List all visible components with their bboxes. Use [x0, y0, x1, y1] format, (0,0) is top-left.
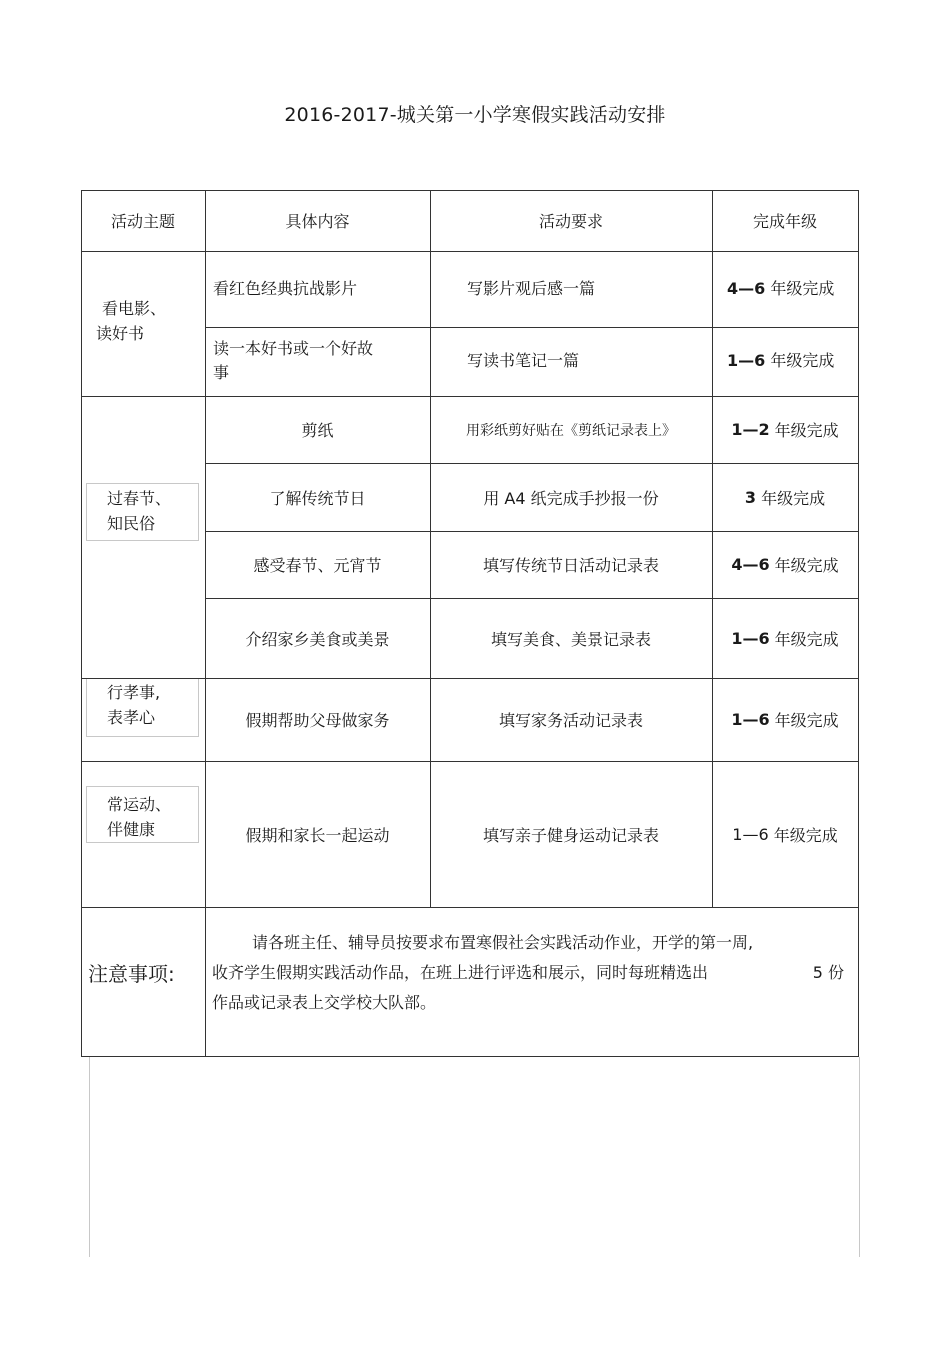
theme-exercise-health: 常运动、 伴健康 — [107, 795, 172, 839]
row-grade: 1—6 年级完成 — [732, 824, 838, 845]
row-content: 了解传统节日 — [269, 488, 366, 508]
header-content: 具体内容 — [285, 212, 350, 231]
row-content: 假期和家长一起运动 — [245, 825, 390, 845]
row-requirement: 填写家务活动记录表 — [498, 711, 643, 730]
row-grade: 1—6 年级完成 — [731, 628, 839, 649]
row-grade: 4—6 年级完成 — [731, 555, 839, 575]
row-requirement: 用 A4 纸完成手抄报一份 — [483, 488, 659, 508]
row-grade: 1—2 年级完成 — [731, 420, 839, 440]
row-content: 假期帮助父母做家务 — [245, 711, 390, 730]
row-requirement: 填写亲子健身运动记录表 — [482, 825, 659, 845]
theme-filial-piety: 行孝事, 表孝心 — [107, 683, 161, 727]
theme-spring-festival: 过春节、 知民俗 — [107, 489, 172, 533]
row-grade: 1—6 年级完成 — [727, 351, 835, 370]
row-content: 看红色经典抗战影片 — [213, 279, 358, 298]
page-title: 2016-2017-城关第一小学寒假实践活动安排 — [284, 104, 666, 126]
notes-label: 注意事项: — [88, 962, 175, 986]
row-requirement: 填写美食、美景记录表 — [490, 629, 651, 649]
row-requirement: 用彩纸剪好贴在《剪纸记录表上》 — [466, 422, 676, 439]
row-requirement: 写读书笔记一篇 — [467, 351, 580, 370]
row-grade: 3 年级完成 — [744, 487, 826, 508]
theme-movies-books: 看电影、 读好书 — [96, 299, 167, 343]
header-grade: 完成年级 — [752, 212, 817, 231]
row-grade: 4—6 年级完成 — [727, 279, 835, 298]
header-theme: 活动主题 — [110, 212, 175, 231]
notes-text: 请各班主任、辅导员按要求布置寒假社会实践活动作业，开学的第一周, 收齐学生假期实践活动作品，在班上进行评选和展示，同时每班精选出 5 份 作品或记录表上交学校大队部。 — [212, 933, 844, 1012]
row-content: 介绍家乡美食或美景 — [245, 629, 390, 649]
row-content: 剪纸 — [301, 421, 334, 440]
row-requirement: 填写传统节日活动记录表 — [482, 556, 659, 575]
row-requirement: 写影片观后感一篇 — [467, 279, 596, 298]
header-requirement: 活动要求 — [538, 212, 603, 231]
row-content: 读一本好书或一个好故 事 — [213, 339, 374, 382]
row-grade: 1—6 年级完成 — [731, 710, 839, 730]
row-content: 感受春节、元宵节 — [253, 556, 382, 575]
